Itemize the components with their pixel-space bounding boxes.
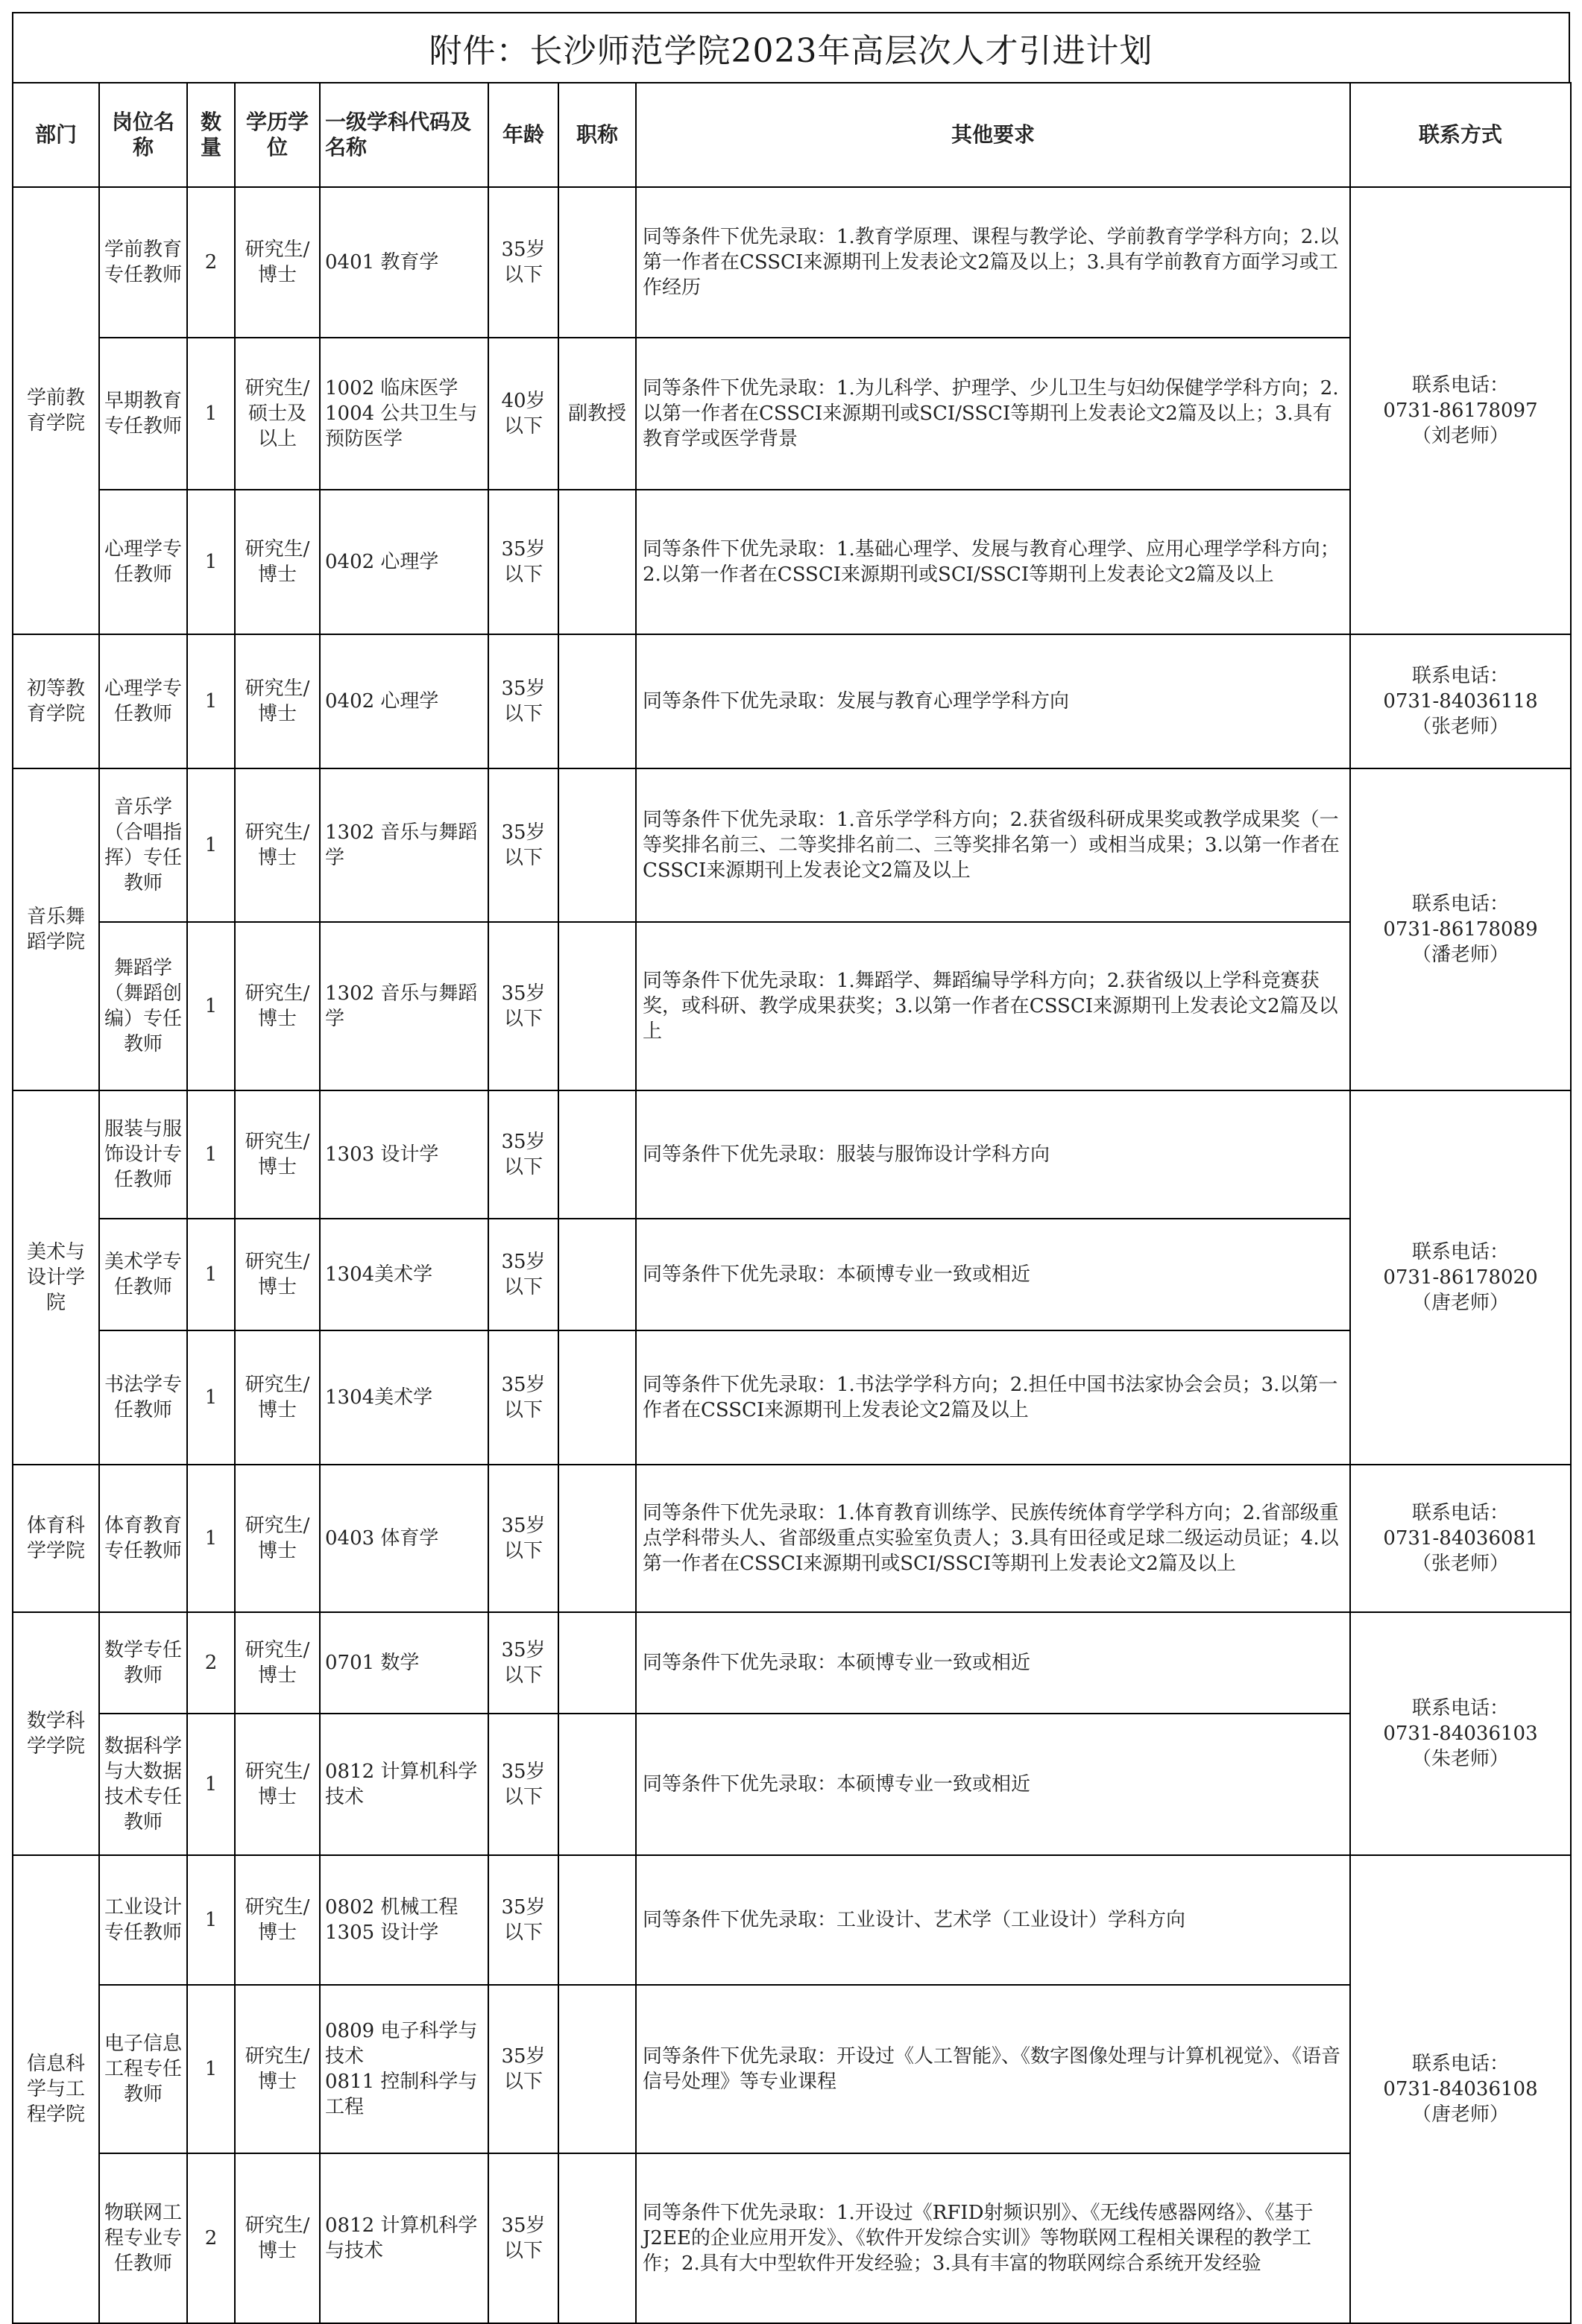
subject-cell bbox=[320, 1330, 488, 1465]
post-cell: 数学专任教师 bbox=[99, 1612, 187, 1714]
subject-line: 0802 机械工程 bbox=[325, 1896, 458, 1919]
header-contact: 联系方式 bbox=[1350, 83, 1571, 187]
subject-cell bbox=[320, 1855, 488, 1985]
contact-cell bbox=[1350, 187, 1571, 634]
contact-person: （唐老师） bbox=[1411, 2103, 1509, 2126]
header-subject: 一级学科代码及名称 bbox=[320, 83, 488, 187]
subject-cell bbox=[320, 1985, 488, 2153]
requirements-cell: 同等条件下优先录取：服装与服饰设计学科方向 bbox=[636, 1090, 1350, 1219]
header-edu: 学历学位 bbox=[235, 83, 320, 187]
subject-cell bbox=[320, 1465, 488, 1612]
age-cell: 35岁以下 bbox=[488, 1090, 558, 1219]
contact-cell bbox=[1350, 1612, 1571, 1855]
table-row bbox=[13, 2153, 1571, 2323]
rank-cell bbox=[558, 1714, 636, 1855]
requirements-cell: 同等条件下优先录取：开设过《人工智能》、《数字图像处理与计算机视觉》、《语音信号处理》等专业课程 bbox=[636, 1985, 1350, 2153]
age-cell: 35岁以下 bbox=[488, 1465, 558, 1612]
contact-phone: 0731-84036103 bbox=[1383, 1723, 1538, 1745]
age-cell: 35岁以下 bbox=[488, 490, 558, 634]
age-cell: 35岁以下 bbox=[488, 634, 558, 768]
edu-cell: 研究生/博士 bbox=[235, 490, 320, 634]
header-dept: 部门 bbox=[13, 83, 99, 187]
age-cell: 35岁以下 bbox=[488, 1612, 558, 1714]
header-age: 年龄 bbox=[488, 83, 558, 187]
post-cell: 心理学专任教师 bbox=[99, 634, 187, 768]
contact-cell bbox=[1350, 768, 1571, 1090]
num-cell: 2 bbox=[187, 2153, 235, 2323]
rank-cell bbox=[558, 1219, 636, 1330]
num-cell: 1 bbox=[187, 1219, 235, 1330]
subject-line: 1305 设计学 bbox=[325, 1922, 439, 1944]
subject-cell bbox=[320, 768, 488, 922]
table-row bbox=[13, 1612, 1571, 1714]
post-cell: 舞蹈学（舞蹈创编）专任教师 bbox=[99, 922, 187, 1090]
subject-line: 1304美术学 bbox=[325, 1263, 433, 1286]
post-cell: 早期教育专任教师 bbox=[99, 338, 187, 490]
table-row bbox=[13, 187, 1571, 338]
rank-cell: 副教授 bbox=[558, 338, 636, 490]
post-cell: 书法学专任教师 bbox=[99, 1330, 187, 1465]
subject-line: 1002 临床医学 bbox=[325, 377, 458, 400]
post-cell: 工业设计专任教师 bbox=[99, 1855, 187, 1985]
subject-line: 0812 计算机科学技术 bbox=[325, 1761, 478, 1808]
table-row bbox=[13, 1090, 1571, 1219]
table-row bbox=[13, 1465, 1571, 1612]
table-row bbox=[13, 768, 1571, 922]
rank-cell bbox=[558, 634, 636, 768]
subject-line: 1302 音乐与舞蹈学 bbox=[325, 821, 478, 869]
rank-cell bbox=[558, 768, 636, 922]
age-cell: 35岁以下 bbox=[488, 1855, 558, 1985]
subject-cell bbox=[320, 187, 488, 338]
edu-cell: 研究生/博士 bbox=[235, 1465, 320, 1612]
contact-phone: 0731-84036081 bbox=[1383, 1527, 1538, 1550]
table-row bbox=[13, 922, 1571, 1090]
contact-phone: 0731-84036108 bbox=[1383, 2078, 1538, 2100]
requirements-cell: 同等条件下优先录取：本硕博专业一致或相近 bbox=[636, 1714, 1350, 1855]
table-row bbox=[13, 634, 1571, 768]
table-row bbox=[13, 1330, 1571, 1465]
subject-cell bbox=[320, 1714, 488, 1855]
post-cell: 服装与服饰设计专任教师 bbox=[99, 1090, 187, 1219]
age-cell: 35岁以下 bbox=[488, 922, 558, 1090]
edu-cell: 研究生/博士 bbox=[235, 1090, 320, 1219]
table-row bbox=[13, 338, 1571, 490]
edu-cell: 研究生/博士 bbox=[235, 1612, 320, 1714]
num-cell: 2 bbox=[187, 187, 235, 338]
table-row bbox=[13, 1985, 1571, 2153]
num-cell: 2 bbox=[187, 1612, 235, 1714]
subject-cell bbox=[320, 1612, 488, 1714]
num-cell: 1 bbox=[187, 768, 235, 922]
table-body bbox=[13, 187, 1571, 2323]
num-cell: 1 bbox=[187, 1465, 235, 1612]
contact-phone: 0731-86178089 bbox=[1383, 918, 1538, 941]
post-cell: 音乐学（合唱指挥）专任教师 bbox=[99, 768, 187, 922]
contact-label: 联系电话： bbox=[1411, 1241, 1509, 1263]
subject-line: 0809 电子科学与技术 bbox=[325, 2020, 478, 2068]
post-cell: 心理学专任教师 bbox=[99, 490, 187, 634]
post-cell: 学前教育专任教师 bbox=[99, 187, 187, 338]
num-cell: 1 bbox=[187, 1330, 235, 1465]
num-cell: 1 bbox=[187, 922, 235, 1090]
post-cell: 数据科学与大数据技术专任教师 bbox=[99, 1714, 187, 1855]
age-cell: 35岁以下 bbox=[488, 1714, 558, 1855]
rank-cell bbox=[558, 187, 636, 338]
requirements-cell: 同等条件下优先录取：1.音乐学学科方向；2.获省级科研成果奖或教学成果奖（一等奖排名前三、二等奖排名前二、三等奖排名第一）或相当成果；3.以第一作者在CSSCI来源期刊上发表论文2篇及以上 bbox=[636, 768, 1350, 922]
age-cell: 35岁以下 bbox=[488, 2153, 558, 2323]
num-cell: 1 bbox=[187, 634, 235, 768]
subject-line: 0402 心理学 bbox=[325, 690, 439, 713]
subject-line: 0401 教育学 bbox=[325, 251, 439, 274]
table-row bbox=[13, 490, 1571, 634]
subject-line: 0403 体育学 bbox=[325, 1527, 439, 1550]
edu-cell: 研究生/博士 bbox=[235, 922, 320, 1090]
age-cell: 35岁以下 bbox=[488, 768, 558, 922]
subject-line: 1004 公共卫生与预防医学 bbox=[325, 402, 478, 450]
contact-person: （刘老师） bbox=[1411, 425, 1509, 447]
edu-cell: 研究生/博士 bbox=[235, 1985, 320, 2153]
age-cell: 35岁以下 bbox=[488, 187, 558, 338]
rank-cell bbox=[558, 1465, 636, 1612]
header-rank: 职称 bbox=[558, 83, 636, 187]
age-cell: 40岁以下 bbox=[488, 338, 558, 490]
requirements-cell: 同等条件下优先录取：本硕博专业一致或相近 bbox=[636, 1612, 1350, 1714]
dept-cell: 信息科学与工程学院 bbox=[13, 1855, 99, 2323]
dept-cell: 体育科学学院 bbox=[13, 1465, 99, 1612]
contact-cell bbox=[1350, 1090, 1571, 1465]
requirements-cell: 同等条件下优先录取：本硕博专业一致或相近 bbox=[636, 1219, 1350, 1330]
table-row bbox=[13, 1714, 1571, 1855]
contact-phone: 0731-86178020 bbox=[1383, 1266, 1538, 1289]
edu-cell: 研究生/博士 bbox=[235, 2153, 320, 2323]
sheet-title: 附件：长沙师范学院2023年高层次人才引进计划 bbox=[12, 12, 1570, 82]
requirements-cell: 同等条件下优先录取：1.为儿科学、护理学、少儿卫生与妇幼保健学学科方向；2.以第一作者在CSSCI来源期刊或SCI/SSCI等期刊上发表论文2篇及以上；3.具有教育学或医学背景 bbox=[636, 338, 1350, 490]
subject-line: 1303 设计学 bbox=[325, 1143, 439, 1166]
recruitment-plan-sheet bbox=[12, 12, 1570, 2291]
contact-person: （朱老师） bbox=[1411, 1748, 1509, 1770]
subject-line: 1304美术学 bbox=[325, 1386, 433, 1409]
requirements-cell: 同等条件下优先录取：1.教育学原理、课程与教学论、学前教育学学科方向；2.以第一作者在CSSCI来源期刊上发表论文2篇及以上；3.具有学前教育方面学习或工作经历 bbox=[636, 187, 1350, 338]
contact-label: 联系电话： bbox=[1411, 1502, 1509, 1524]
contact-person: （张老师） bbox=[1411, 716, 1509, 738]
subject-line: 0811 控制科学与工程 bbox=[325, 2071, 478, 2118]
contact-label: 联系电话： bbox=[1411, 2053, 1509, 2075]
subject-line: 0812 计算机科学与技术 bbox=[325, 2214, 478, 2262]
dept-cell: 初等教育学院 bbox=[13, 634, 99, 768]
contact-label: 联系电话： bbox=[1411, 1697, 1509, 1720]
edu-cell: 研究生/博士 bbox=[235, 1219, 320, 1330]
requirements-cell: 同等条件下优先录取：1.书法学学科方向；2.担任中国书法家协会会员；3.以第一作者在CSSCI来源期刊上发表论文2篇及以上 bbox=[636, 1330, 1350, 1465]
contact-label: 联系电话： bbox=[1411, 374, 1509, 397]
post-cell: 美术学专任教师 bbox=[99, 1219, 187, 1330]
header-num: 数量 bbox=[187, 83, 235, 187]
subject-line: 0402 心理学 bbox=[325, 551, 439, 573]
requirements-cell: 同等条件下优先录取：1.体育教育训练学、民族传统体育学学科方向；2.省部级重点学科带头人、省部级重点实验室负责人；3.具有田径或足球二级运动员证；4.以第一作者在CSSCI来源期刊或SCI/SSCI等期刊上发表论文2篇及以上 bbox=[636, 1465, 1350, 1612]
recruitment-plan-table bbox=[12, 82, 1572, 2324]
post-cell: 体育教育专任教师 bbox=[99, 1465, 187, 1612]
contact-label: 联系电话： bbox=[1411, 893, 1509, 915]
table-header-row bbox=[13, 83, 1571, 187]
edu-cell: 研究生/博士 bbox=[235, 1714, 320, 1855]
requirements-cell: 同等条件下优先录取：1.基础心理学、发展与教育心理学、应用心理学学科方向；2.以第一作者在CSSCI来源期刊或SCI/SSCI等期刊上发表论文2篇及以上 bbox=[636, 490, 1350, 634]
subject-cell bbox=[320, 2153, 488, 2323]
post-cell: 电子信息工程专任教师 bbox=[99, 1985, 187, 2153]
contact-person: （唐老师） bbox=[1411, 1292, 1509, 1314]
requirements-cell: 同等条件下优先录取：1.开设过《RFID射频识别》、《无线传感器网络》、《基于J2EE的企业应用开发》、《软件开发综合实训》等物联网工程相关课程的教学工作；2.具有大中型软件开发经验；3.具有丰富的物联网综合系统开发经验 bbox=[636, 2153, 1350, 2323]
age-cell: 35岁以下 bbox=[488, 1985, 558, 2153]
contact-cell bbox=[1350, 634, 1571, 768]
post-cell: 物联网工程专业专任教师 bbox=[99, 2153, 187, 2323]
rank-cell bbox=[558, 1090, 636, 1219]
contact-phone: 0731-84036118 bbox=[1383, 690, 1538, 713]
contact-person: （张老师） bbox=[1411, 1553, 1509, 1575]
edu-cell: 研究生/硕士及以上 bbox=[235, 338, 320, 490]
num-cell: 1 bbox=[187, 1090, 235, 1219]
contact-cell bbox=[1350, 1855, 1571, 2323]
dept-cell: 音乐舞蹈学院 bbox=[13, 768, 99, 1090]
num-cell: 1 bbox=[187, 338, 235, 490]
table-row bbox=[13, 1855, 1571, 1985]
header-other: 其他要求 bbox=[636, 83, 1350, 187]
requirements-cell: 同等条件下优先录取：1.舞蹈学、舞蹈编导学科方向；2.获省级以上学科竞赛获奖，或科研、教学成果获奖；3.以第一作者在CSSCI来源期刊上发表论文2篇及以上 bbox=[636, 922, 1350, 1090]
subject-cell bbox=[320, 338, 488, 490]
requirements-cell: 同等条件下优先录取：工业设计、艺术学（工业设计）学科方向 bbox=[636, 1855, 1350, 1985]
header-post: 岗位名称 bbox=[99, 83, 187, 187]
dept-cell: 学前教育学院 bbox=[13, 187, 99, 634]
subject-cell bbox=[320, 490, 488, 634]
subject-cell bbox=[320, 922, 488, 1090]
contact-label: 联系电话： bbox=[1411, 665, 1509, 687]
rank-cell bbox=[558, 1612, 636, 1714]
subject-line: 0701 数学 bbox=[325, 1652, 420, 1674]
rank-cell bbox=[558, 490, 636, 634]
rank-cell bbox=[558, 1330, 636, 1465]
rank-cell bbox=[558, 922, 636, 1090]
edu-cell: 研究生/博士 bbox=[235, 634, 320, 768]
table-row bbox=[13, 1219, 1571, 1330]
age-cell: 35岁以下 bbox=[488, 1219, 558, 1330]
dept-cell: 数学科学学院 bbox=[13, 1612, 99, 1855]
subject-cell bbox=[320, 1090, 488, 1219]
contact-phone: 0731-86178097 bbox=[1383, 400, 1538, 422]
num-cell: 1 bbox=[187, 1855, 235, 1985]
rank-cell bbox=[558, 1985, 636, 2153]
dept-cell: 美术与设计学院 bbox=[13, 1090, 99, 1465]
rank-cell bbox=[558, 2153, 636, 2323]
num-cell: 1 bbox=[187, 1985, 235, 2153]
rank-cell bbox=[558, 1855, 636, 1985]
subject-line: 1302 音乐与舞蹈学 bbox=[325, 982, 478, 1030]
age-cell: 35岁以下 bbox=[488, 1330, 558, 1465]
subject-cell bbox=[320, 634, 488, 768]
num-cell: 1 bbox=[187, 490, 235, 634]
num-cell: 1 bbox=[187, 1714, 235, 1855]
contact-person: （潘老师） bbox=[1411, 944, 1509, 966]
contact-cell bbox=[1350, 1465, 1571, 1612]
edu-cell: 研究生/博士 bbox=[235, 768, 320, 922]
edu-cell: 研究生/博士 bbox=[235, 187, 320, 338]
requirements-cell: 同等条件下优先录取：发展与教育心理学学科方向 bbox=[636, 634, 1350, 768]
edu-cell: 研究生/博士 bbox=[235, 1330, 320, 1465]
subject-cell bbox=[320, 1219, 488, 1330]
edu-cell: 研究生/博士 bbox=[235, 1855, 320, 1985]
